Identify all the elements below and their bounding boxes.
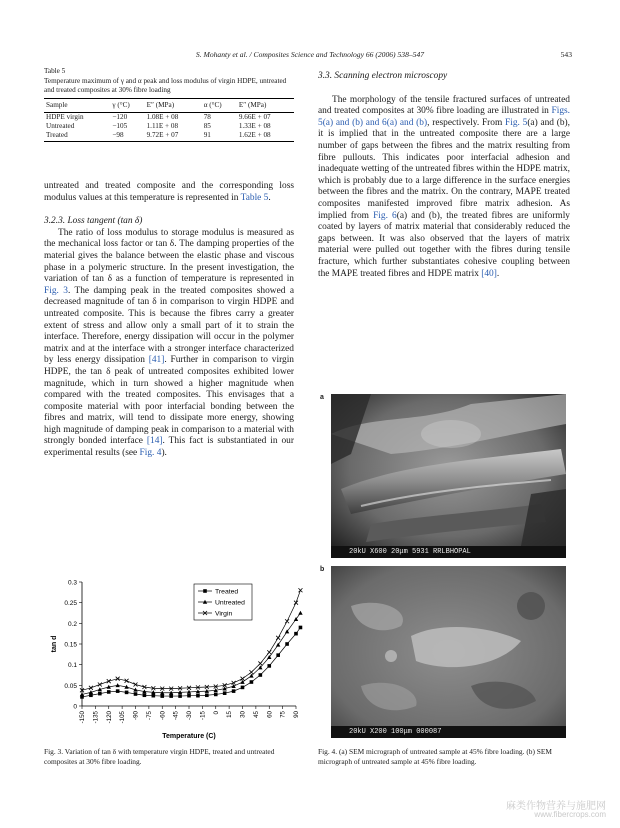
sem-texture-a bbox=[331, 394, 566, 558]
text-run: (a) and (b), it is implied that in the untreated composite there are a large number of gaps between the fibres and the matrix resulting from fibre pullouts. This indicates poor interfacial adhesion and inadequate wetting of the untreated fibres within the HDPE matrix, which is probably due to a large difference in the surface energies between the fibres and the matrix. On the contrary, MAPE treated composites manifested improved fibre matrix adhesion. As implied from bbox=[318, 117, 571, 221]
ref-41-link[interactable]: [41] bbox=[148, 355, 165, 366]
tan-delta-chart bbox=[44, 572, 306, 740]
table-cell: 1.62E + 08 bbox=[238, 131, 271, 140]
fig-3-link[interactable]: Fig. 3 bbox=[44, 285, 68, 296]
legend-marker bbox=[203, 589, 207, 593]
ref-40-link[interactable]: [40] bbox=[481, 268, 497, 279]
data-point-treated bbox=[169, 694, 173, 698]
data-point-treated bbox=[125, 691, 129, 695]
data-point-treated bbox=[116, 689, 120, 693]
data-point-treated bbox=[285, 642, 289, 646]
y-tick-label: 0.05 bbox=[64, 682, 77, 690]
table-5 bbox=[44, 67, 294, 142]
text-run: . bbox=[268, 192, 271, 203]
x-tick-label: 75 bbox=[279, 711, 287, 718]
data-point-treated bbox=[152, 694, 156, 698]
x-tick-label: 15 bbox=[226, 711, 234, 718]
x-tick-label: 90 bbox=[293, 711, 300, 718]
text-run: The ratio of loss modulus to storage modulus is measured as the mechanical loss factor or tan δ. The damping properties of the material gives the balance between the elastic phase and viscous phase in a polymeric structure. In the present investigation, the variation of tan δ as a function of temperature is represented in bbox=[44, 227, 294, 285]
data-point-treated bbox=[107, 690, 111, 694]
table-cell: 9.66E + 07 bbox=[238, 113, 271, 121]
data-point-virgin bbox=[89, 686, 93, 690]
x-tick-label: -120 bbox=[105, 711, 113, 724]
y-tick-label: 0.15 bbox=[64, 641, 77, 649]
data-point-treated bbox=[276, 653, 280, 657]
data-point-treated bbox=[299, 626, 303, 630]
data-point-treated bbox=[214, 693, 218, 697]
table-cell: −98 bbox=[112, 131, 124, 140]
paragraph bbox=[44, 181, 294, 204]
journal-citation: S. Mohanty et al. / Composites Science and Technology 66 (2006) 538–547 bbox=[195, 50, 425, 59]
legend-entry-treated: Treated bbox=[215, 588, 239, 596]
fig-4b-label: b bbox=[320, 566, 325, 573]
text-run: . bbox=[496, 268, 500, 279]
y-tick-label: 0.1 bbox=[67, 662, 77, 670]
figs-5-6-link[interactable]: Figs. 5(a) and (b) and 6(a) and (b) bbox=[318, 106, 570, 128]
y-axis-label: tan d bbox=[51, 635, 58, 653]
table-cell: 91 bbox=[203, 131, 211, 140]
text-run: The morphology of the tensile fractured surfaces of untreated and treated composites at 30% fibre loading are illustrated in bbox=[318, 94, 570, 117]
data-point-untreated bbox=[115, 683, 119, 687]
data-point-virgin bbox=[258, 661, 262, 665]
table-cell: 9.72E + 07 bbox=[146, 131, 179, 140]
data-point-virgin bbox=[276, 636, 280, 640]
col-header: E″ (MPa) bbox=[238, 101, 267, 109]
left-column-text bbox=[44, 181, 294, 460]
page-number: 543 bbox=[560, 50, 572, 59]
data-point-treated bbox=[241, 686, 245, 690]
data-point-virgin bbox=[285, 619, 289, 623]
data-point-treated bbox=[250, 680, 254, 684]
col-header: α (°C) bbox=[203, 101, 222, 109]
table-caption: Temperature maximum of γ and α peak and loss modulus of virgin HDPE, untreated and treated composites at 30% fibre loading bbox=[44, 77, 287, 94]
data-point-treated bbox=[267, 664, 271, 668]
x-tick-label: 45 bbox=[252, 711, 260, 718]
table-cell: Untreated bbox=[46, 122, 75, 131]
fig-5-link[interactable]: Fig. 5 bbox=[505, 117, 528, 128]
data-point-virgin bbox=[98, 683, 102, 687]
data-point-virgin bbox=[134, 683, 138, 687]
text-run: . This fact is substantiated in our experimental results (see bbox=[44, 436, 294, 459]
sem-info-bar-a: 20kU X600 20μm 5931 RRLBHOPAL bbox=[331, 546, 566, 558]
series-line-virgin bbox=[82, 590, 300, 690]
table-cell: 78 bbox=[203, 113, 211, 121]
paragraph bbox=[44, 228, 294, 460]
table-cell: −105 bbox=[112, 122, 128, 131]
x-tick-label: -90 bbox=[132, 711, 140, 720]
data-point-treated bbox=[232, 689, 236, 693]
section-heading-sem: 3.3. Scanning electron microscopy bbox=[318, 71, 448, 81]
text-run: untreated and treated composite and the corresponding loss modulus values at this temperature is represented in bbox=[44, 181, 294, 203]
x-tick-label: 60 bbox=[266, 711, 274, 718]
table-cell: HDPE virgin bbox=[46, 113, 84, 121]
text-run: . Further in comparison to virgin HDPE, the tan δ peak of untreated composites exhibited lower magnitude, which in turn showed a higher magnitude when compared with the treated composites. This envisages that a composite material with poor interfacial bonding between the fibres and matrix, will tend to dissipate more energy, showing high magnitude of damping peak in comparison to a material with strongly bonded interface bbox=[44, 355, 294, 447]
data-point-virgin bbox=[267, 650, 271, 654]
section-heading-loss-tangent: 3.2.3. Loss tangent (tan δ) bbox=[44, 216, 143, 227]
x-tick-label: -45 bbox=[172, 711, 180, 720]
x-tick-label: -60 bbox=[159, 711, 167, 720]
table-label: Table 5 bbox=[44, 67, 66, 75]
legend-entry-untreated: Untreated bbox=[215, 599, 245, 607]
x-tick-label: 30 bbox=[239, 711, 247, 718]
data-point-treated bbox=[134, 692, 138, 696]
paragraph bbox=[318, 95, 570, 281]
series-line-treated bbox=[82, 627, 300, 696]
x-tick-label: -150 bbox=[79, 711, 86, 724]
x-tick-label: -75 bbox=[145, 711, 153, 720]
data-point-treated bbox=[223, 691, 227, 695]
sem-texture-b bbox=[331, 566, 566, 738]
table-header-row bbox=[44, 99, 294, 113]
data-point-treated bbox=[178, 694, 182, 698]
x-tick-label: -135 bbox=[92, 711, 100, 724]
y-tick-label: 0.2 bbox=[67, 620, 77, 628]
table-row bbox=[44, 122, 294, 131]
fig-4a-label: a bbox=[320, 394, 324, 401]
fig-4-caption: Fig. 4. (a) SEM micrograph of untreated sample at 45% fibre loading. (b) SEM micrograph of untreated sample at 45% fibre loading. bbox=[318, 747, 552, 766]
sem-micrograph-b bbox=[331, 566, 566, 738]
data-point-treated bbox=[259, 673, 263, 677]
table-cell: Treated bbox=[46, 131, 68, 140]
col-header: γ (°C) bbox=[112, 101, 130, 109]
sem-info-bar-b: 20kU X200 100μm 000087 bbox=[331, 726, 566, 738]
right-column-text bbox=[318, 71, 570, 280]
table-cell: 1.08E + 08 bbox=[146, 113, 179, 121]
text-run: , respectively. From bbox=[427, 117, 506, 128]
ref-14-link[interactable]: [14] bbox=[146, 436, 163, 447]
col-header: Sample bbox=[46, 101, 68, 109]
legend-entry-virgin: Virgin bbox=[215, 610, 233, 618]
table-row bbox=[44, 113, 294, 123]
table-cell: 85 bbox=[203, 122, 211, 131]
x-tick-label: -105 bbox=[119, 711, 127, 724]
fig-4-link[interactable]: Fig. 4 bbox=[139, 448, 162, 459]
fig-6-link[interactable]: Fig. 6 bbox=[373, 210, 397, 221]
data-point-treated bbox=[196, 694, 200, 698]
data-point-treated bbox=[143, 693, 147, 697]
data-point-virgin bbox=[107, 679, 111, 683]
y-tick-label: 0 bbox=[73, 703, 77, 711]
text-run: . The damping peak in the treated composites showed a decreased magnitude of tan δ in comparison to virgin HDPE and untreated composite. This is because the fibres carry a greater extent of stress and allow only a small part of it to strain the interface. Therefore, energy dissipation will occur in the polymer matrix and at the interface with a stronger interface characterized by less energy dissipation bbox=[44, 285, 294, 366]
data-point-virgin bbox=[249, 670, 253, 674]
watermark-url: www.fibercrops.com bbox=[534, 810, 606, 819]
text-run: (a) and (b), the treated fibres are uniformly coated by layers of matrix material that considerably reduced the gaps between. It was also observed that the layers of matrix material were pulled out together with the fibres during tensile fracture, which further substantiates cohesive coupling between the MAPE treated fibres and HDPE matrix bbox=[318, 210, 570, 279]
sem-micrograph-a bbox=[331, 394, 566, 558]
y-tick-label: 0.3 bbox=[67, 579, 77, 587]
data-point-treated bbox=[98, 692, 102, 696]
data-point-virgin bbox=[298, 588, 302, 592]
text-run: ). bbox=[161, 448, 167, 459]
y-tick-label: 0.25 bbox=[64, 600, 77, 608]
table-5-link[interactable]: Table 5 bbox=[240, 192, 269, 203]
data-point-treated bbox=[160, 694, 164, 698]
x-axis-label: Temperature (C) bbox=[162, 733, 216, 740]
table-cell: 1.11E + 08 bbox=[146, 122, 179, 131]
table-cell: −120 bbox=[112, 113, 128, 121]
watermark-cn: 麻类作物营养与施肥网 bbox=[506, 801, 606, 812]
x-tick-label: -15 bbox=[199, 711, 207, 720]
x-tick-label: -30 bbox=[186, 711, 193, 720]
data-point-virgin bbox=[294, 601, 298, 605]
x-tick-label: 0 bbox=[212, 711, 220, 715]
data-point-treated bbox=[294, 632, 298, 636]
table-row bbox=[44, 131, 294, 141]
table-cell: 1.33E + 08 bbox=[238, 122, 271, 131]
data-point-untreated bbox=[298, 611, 302, 615]
fig-3-caption: Fig. 3. Variation of tan δ with temperature virgin HDPE, treated and untreated composites at 30% fibre loading. bbox=[44, 747, 275, 766]
data-point-untreated bbox=[276, 643, 280, 647]
data-table bbox=[44, 98, 294, 142]
data-point-treated bbox=[187, 694, 191, 698]
col-header: E″ (MPa) bbox=[146, 101, 175, 109]
data-point-treated bbox=[205, 693, 209, 697]
